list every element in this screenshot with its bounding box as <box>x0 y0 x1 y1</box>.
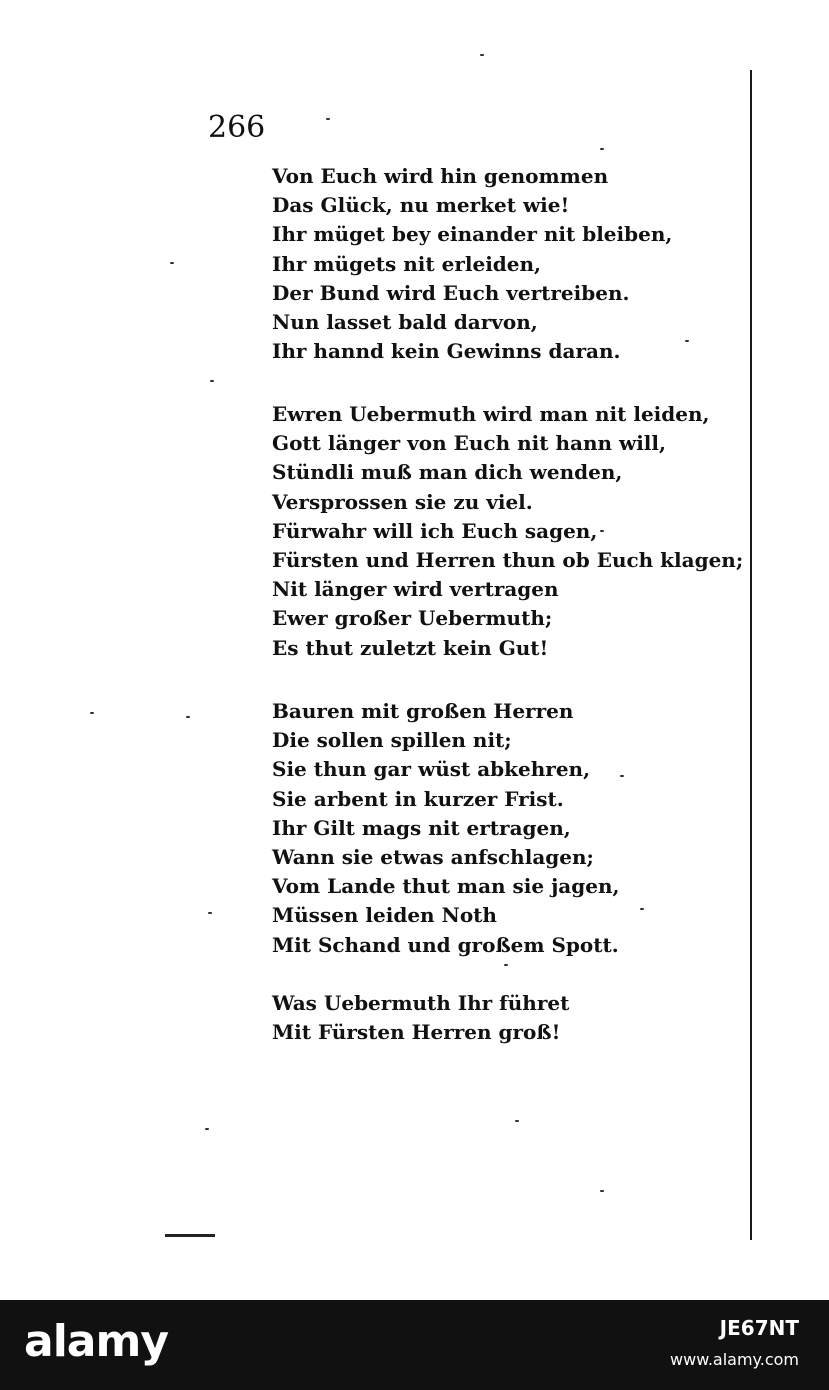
verse-line: Ewren Uebermuth wird man nit leiden, <box>272 402 710 426</box>
scan-speck <box>326 118 330 120</box>
scan-speck <box>480 54 484 56</box>
verse-line: Ihr mügets nit erleiden, <box>272 251 542 276</box>
scan-speck <box>504 964 508 966</box>
image-code: JE67NT <box>719 1316 799 1340</box>
verse-line: Müssen leiden Noth <box>272 903 497 928</box>
alamy-logo: alamy <box>24 1316 168 1367</box>
scan-speck <box>170 262 174 264</box>
page-number: 266 <box>208 110 266 145</box>
verse-line: Gott länger von Euch nit hann will, <box>272 431 666 456</box>
verse-line: Was Uebermuth Ihr führet <box>272 991 570 1015</box>
verse-line: Fürwahr will ich Euch sagen, <box>272 518 598 543</box>
scan-speck <box>515 1120 519 1122</box>
verse-line: Sie arbent in kurzer Frist. <box>272 786 564 811</box>
verse-line: Bauren mit großen Herren <box>272 699 574 723</box>
stanza-2 <box>272 400 743 663</box>
scan-speck <box>620 775 624 777</box>
verse-line: Mit Schand und großem Spott. <box>272 932 619 957</box>
verse-line: Wann sie etwas anfschlagen; <box>272 845 594 870</box>
scan-speck <box>186 716 190 718</box>
scan-speck <box>685 340 689 342</box>
scan-speck <box>600 1190 604 1192</box>
scan-speck <box>640 908 644 910</box>
scan-speck <box>90 712 94 714</box>
verse-line: Vom Lande thut man sie jagen, <box>272 874 620 899</box>
verse-line: Das Glück, nu merket wie! <box>272 193 570 218</box>
verse-line: Die sollen spillen nit; <box>272 728 512 753</box>
verse-line: Ihr Gilt mags nit ertragen, <box>272 815 571 840</box>
verse-line: Stündli muß man dich wenden, <box>272 460 623 485</box>
scan-speck <box>600 530 604 532</box>
verse-line: Nun lasset bald darvon, <box>272 310 538 335</box>
verse-line: Ewer großer Uebermuth; <box>272 606 553 631</box>
scan-speck <box>600 148 604 150</box>
verse-line: Von Euch wird hin genommen <box>272 164 609 188</box>
verse-line: Der Bund wird Euch vertreiben. <box>272 280 630 305</box>
verse-line: Es thut zuletzt kein Gut! <box>272 635 549 660</box>
verse-line: Versprossen sie zu viel. <box>272 489 533 514</box>
verse-line: Mit Fürsten Herren groß! <box>272 1020 561 1045</box>
verse-line: Nit länger wird vertragen <box>272 577 559 602</box>
site-url: www.alamy.com <box>670 1350 799 1369</box>
verse-line: Ihr müget bey einander nit bleiben, <box>272 222 673 247</box>
verse-line: Ihr hannd kein Gewinns daran. <box>272 339 621 364</box>
page-edge-line <box>750 70 752 1240</box>
stanza-3 <box>272 697 619 960</box>
scan-speck <box>208 912 212 914</box>
scan-speck <box>210 380 214 382</box>
watermark-footer <box>0 1300 829 1390</box>
verse-line: Fürsten und Herren thun ob Euch klagen; <box>272 548 744 573</box>
verse-line: Sie thun gar wüst abkehren, <box>272 757 591 782</box>
scan-speck <box>205 1128 209 1130</box>
stanza-4 <box>272 989 569 1047</box>
stanza-1 <box>272 162 672 366</box>
bottom-ink-mark <box>165 1234 215 1237</box>
